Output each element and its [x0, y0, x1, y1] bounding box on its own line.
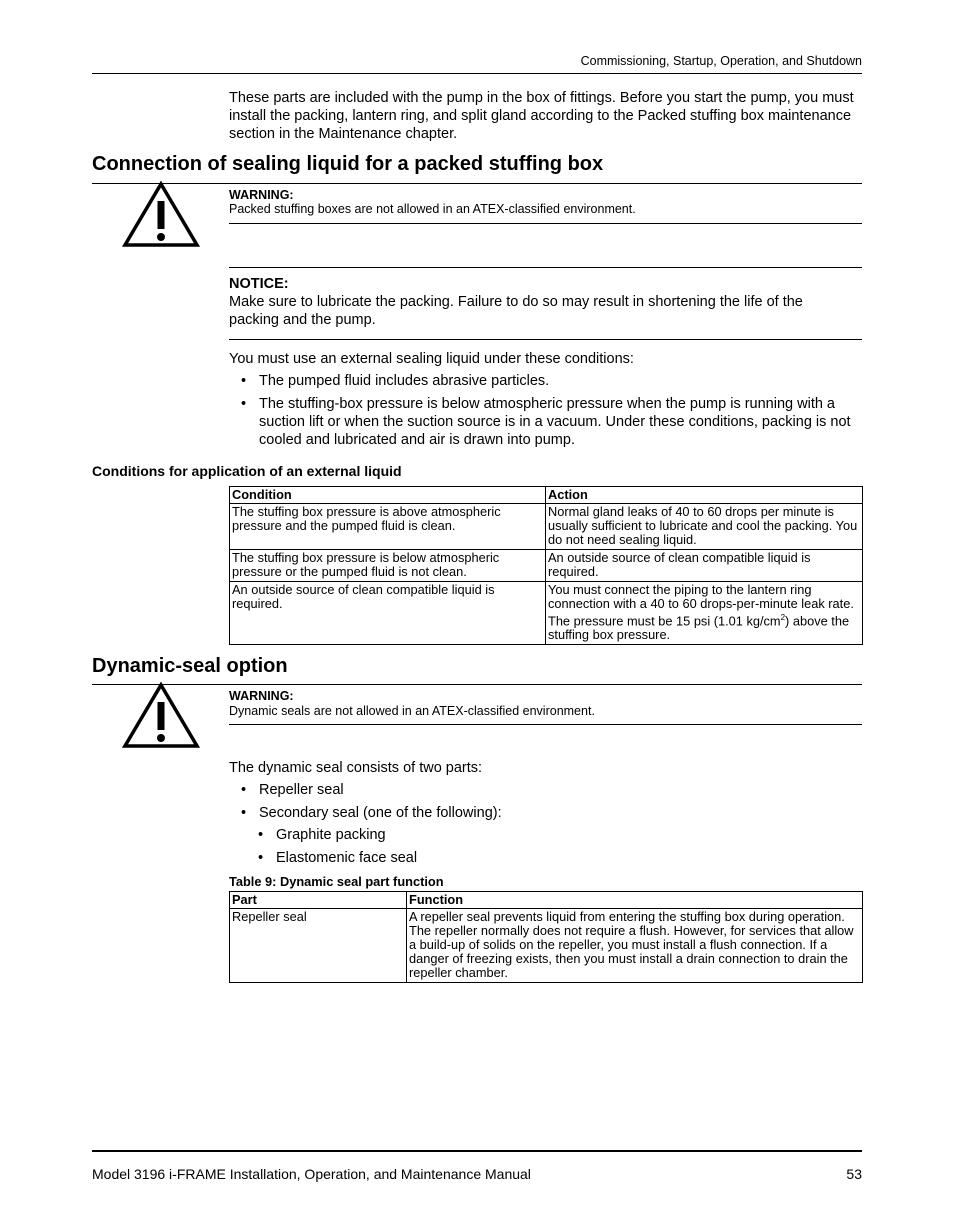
table-header-row [230, 892, 863, 909]
warning-label: WARNING: [229, 689, 294, 703]
table-cell: A repeller seal prevents liquid from entering the stuffing box during operation. The repeller normally does not require a flush. However, for services that allow a build-up of solids on the repeller, you must install a flush connection. If a danger of freezing exists, then you must install a drain connection to drain the repeller chamber. [407, 909, 863, 983]
cell-text-tail: ) above the stuffing box pressure. [548, 613, 850, 643]
warning-bottom-rule [229, 223, 862, 224]
column-header: Part [230, 892, 407, 909]
list-item: • Repeller seal [229, 781, 862, 799]
table-cell: Normal gland leaks of 40 to 60 drops per minute is usually sufficient to lubricate and cool the packing. You do not need sealing liquid. [546, 504, 863, 550]
list-item: • Graphite packing [246, 826, 846, 844]
warning-text: Packed stuffing boxes are not allowed in an ATEX-classified environment. [229, 202, 636, 216]
table-caption: Table 9: Dynamic seal part function [229, 874, 444, 889]
section-heading-packed-stuffing-box: Connection of sealing liquid for a packed stuffing box [92, 153, 604, 175]
running-header: Commissioning, Startup, Operation, and Shutdown [580, 54, 862, 68]
column-header: Condition [230, 487, 546, 504]
table-cell: Repeller seal [230, 909, 407, 983]
table-row [230, 550, 863, 582]
secondary-seal-sublist [246, 826, 846, 867]
table-header-row [230, 487, 863, 504]
table-cell: The stuffing box pressure is below atmospheric pressure or the pumped fluid is not clean. [230, 550, 546, 582]
header-rule [92, 73, 862, 74]
page-number: 53 [846, 1166, 862, 1182]
conditions-table [229, 486, 863, 645]
table-cell: An outside source of clean compatible liquid is required. [230, 582, 546, 645]
superscript: 2 [780, 613, 786, 622]
table-row [230, 909, 863, 983]
notice-label: NOTICE: [229, 276, 289, 292]
conditions-lead: You must use an external sealing liquid under these conditions: [229, 351, 634, 367]
table-row [230, 582, 863, 645]
table-cell: The stuffing box pressure is above atmospheric pressure and the pumped fluid is clean. [230, 504, 546, 550]
notice-text: Make sure to lubricate the packing. Failure to do so may result in shortening the life of the packing and the pump. [229, 294, 803, 328]
table-cell [546, 582, 863, 645]
column-header: Action [546, 487, 863, 504]
dynamic-seal-table [229, 891, 863, 983]
list-item: • Secondary seal (one of the following): [229, 804, 862, 822]
footer-rule [92, 1150, 862, 1152]
list-item: • The pumped fluid includes abrasive particles. [229, 372, 862, 390]
warning-triangle-icon [122, 681, 200, 749]
dynamic-seal-lead: The dynamic seal consists of two parts: [229, 760, 483, 776]
intro-paragraph: These parts are included with the pump in the box of fittings. Before you start the pump, you must install the packing, lantern ring, and split gland according to the Packed stuffing box maintenance section in the Maintenance chapter. [229, 90, 854, 142]
dynamic-seal-list [229, 781, 862, 822]
list-item: • The stuffing-box pressure is below atmospheric pressure when the pump is running with a suction lift or when the suction source is in a vacuum. Under these conditions, packing is not cooled and lubricated and air is drawn into pump. [229, 395, 862, 449]
footer-title: Model 3196 i-FRAME Installation, Operation, and Maintenance Manual [92, 1166, 531, 1182]
cell-text: You must connect the piping to the lantern ring connection with a 40 to 60 drops-per-minute leak rate. The pressure must be 15 psi (1.01 kg/cm [548, 582, 854, 629]
warning-top-rule [92, 684, 862, 685]
warning-triangle-icon [122, 180, 200, 248]
conditions-list [229, 372, 862, 449]
section-heading-dynamic-seal: Dynamic-seal option [92, 655, 288, 677]
warning-top-rule [92, 183, 862, 184]
notice-top-rule [229, 267, 862, 268]
table-row [230, 504, 863, 550]
warning-label: WARNING: [229, 188, 294, 202]
warning-text: Dynamic seals are not allowed in an ATEX-classified environment. [229, 704, 595, 718]
warning-bottom-rule [229, 724, 862, 725]
notice-bottom-rule [229, 339, 862, 340]
list-item: • Elastomenic face seal [246, 849, 846, 867]
table-cell: An outside source of clean compatible liquid is required. [546, 550, 863, 582]
column-header: Function [407, 892, 863, 909]
table-subheading: Conditions for application of an external liquid [92, 463, 402, 479]
